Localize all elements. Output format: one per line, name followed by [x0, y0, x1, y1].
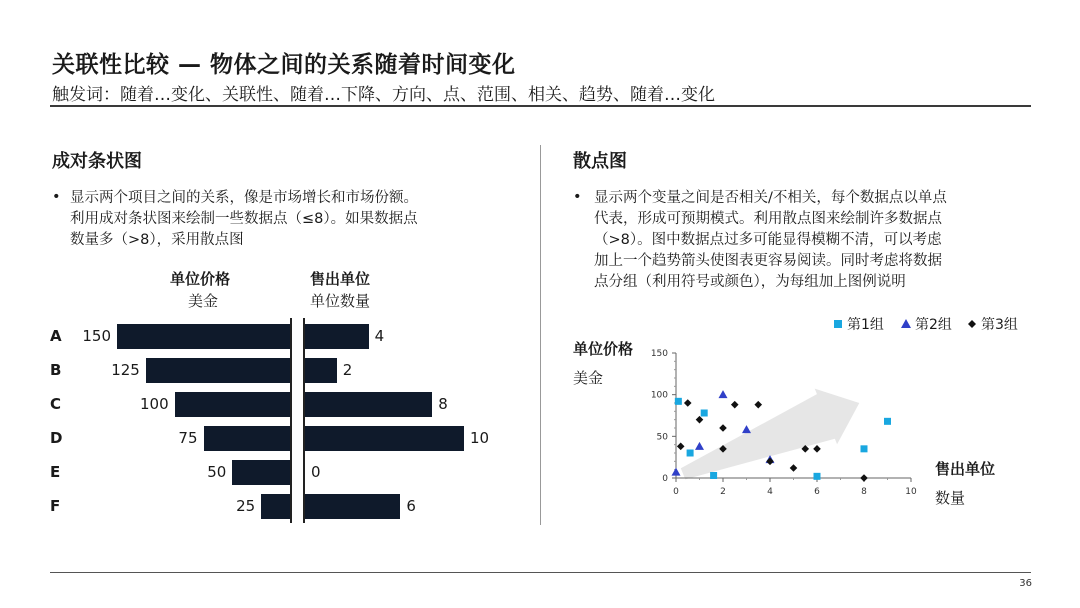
x-tick-label: 10	[905, 487, 917, 497]
bar-right-column-unit: 单位数量	[310, 292, 371, 310]
scatter-x-axis-title: 售出单位	[935, 460, 996, 478]
trend-arrow	[681, 389, 859, 480]
group3-point	[766, 458, 774, 466]
footer-rule	[50, 572, 1031, 573]
group2-point	[695, 442, 704, 450]
group2-point	[742, 425, 751, 433]
scatter-y-axis-unit: 美金	[573, 369, 604, 387]
bar-category-label: A	[50, 327, 62, 345]
legend-label: 第3组	[981, 317, 1018, 333]
y-tick-label: 50	[656, 432, 668, 443]
header-rule	[50, 105, 1031, 107]
units-bar	[305, 392, 432, 417]
group1-point	[814, 473, 821, 480]
group3-point	[754, 401, 762, 409]
scatter-y-axis-title: 单位价格	[573, 340, 634, 358]
price-value-label: 75	[178, 429, 198, 447]
group2-point	[719, 390, 728, 398]
legend-label: 第1组	[847, 317, 884, 333]
left-bullet-text	[70, 188, 530, 251]
group1-point	[701, 410, 708, 417]
price-value-label: 50	[207, 463, 227, 481]
units-value-label: 6	[406, 497, 416, 515]
right-bullet-line: 显示两个变量之间是否相关/不相关，每个数据点以单点	[594, 190, 947, 206]
group3-point	[684, 399, 692, 407]
units-bar	[305, 324, 369, 349]
units-value-label: 8	[438, 395, 448, 413]
x-tick-label: 2	[720, 487, 726, 497]
price-value-label: 100	[140, 395, 169, 413]
bar-left-column-title: 单位价格	[170, 270, 231, 288]
group2-point	[672, 468, 681, 476]
legend-diamond-icon	[968, 320, 976, 328]
group3-point	[731, 401, 739, 409]
left-bullet-dot: •	[52, 189, 61, 205]
x-tick-label: 0	[673, 487, 679, 497]
x-tick-label: 8	[861, 487, 867, 497]
legend-square-icon	[834, 320, 842, 328]
left-bullet-line: 利用成对条状图来绘制一些数据点（≤8）。如果数据点	[70, 211, 418, 227]
group1-point	[861, 445, 868, 452]
price-value-label: 125	[111, 361, 140, 379]
page-number: 36	[1019, 578, 1032, 589]
bar-category-label: E	[50, 463, 61, 481]
group1-point	[687, 450, 694, 457]
bar-left-axis	[290, 318, 292, 523]
group1-point	[884, 418, 891, 425]
units-value-label: 10	[470, 429, 490, 447]
units-value-label: 4	[374, 327, 385, 345]
scatter-chart	[600, 310, 1040, 510]
right-bullet-line: 点分组（利用符号或颜色），为每组加上图例说明	[594, 274, 906, 290]
legend-label: 第2组	[915, 317, 952, 333]
price-bar	[261, 494, 290, 519]
price-bar	[117, 324, 290, 349]
y-tick-label: 150	[650, 349, 668, 359]
price-value-label: 25	[236, 497, 256, 515]
group1-point	[710, 472, 717, 479]
price-bar	[146, 358, 290, 383]
group1-point	[675, 398, 682, 405]
right-bullet-dot: •	[573, 189, 582, 205]
group3-point	[696, 416, 704, 424]
price-bar	[204, 426, 291, 451]
section-divider	[540, 145, 541, 525]
units-value-label: 2	[342, 361, 353, 379]
left-bullet-line: 显示两个项目之间的关系，像是市场增长和市场份额。	[70, 190, 418, 206]
units-bar	[305, 358, 337, 383]
y-tick-label: 0	[662, 474, 668, 484]
bar-category-label: D	[50, 429, 63, 447]
left-bullet-line: 数量多（>8），采用散点图	[70, 232, 244, 248]
price-bar	[175, 392, 290, 417]
bar-right-column-title: 售出单位	[310, 270, 371, 288]
x-tick-label: 4	[767, 487, 773, 497]
left-section-heading: 成对条状图	[52, 151, 142, 172]
right-section-heading: 散点图	[573, 151, 627, 172]
x-tick-label: 6	[814, 487, 820, 497]
bar-category-label: B	[50, 361, 62, 379]
group3-point	[719, 424, 727, 432]
y-tick-label: 100	[650, 390, 668, 401]
right-bullet-text	[594, 188, 1034, 293]
group3-point	[813, 445, 821, 453]
legend-triangle-icon	[901, 319, 911, 328]
right-bullet-line: 代表，形成可预期模式。利用散点图来绘制许多数据点	[594, 211, 942, 227]
page-subtitle: 触发词：随着…变化、关联性、随着…下降、方向、点、范围、相关、趋势、随着…变化	[52, 85, 715, 105]
right-bullet-line: （>8）。图中数据点过多可能显得模糊不清，可以考虑	[594, 232, 942, 248]
units-value-label: 0	[311, 463, 321, 481]
price-bar	[232, 460, 290, 485]
bar-category-label: F	[50, 497, 61, 515]
units-bar	[305, 426, 464, 451]
group3-point	[790, 464, 798, 472]
bar-left-column-unit: 美金	[188, 292, 219, 310]
bar-category-label: C	[50, 395, 62, 413]
units-bar	[305, 494, 400, 519]
right-bullet-line: 加上一个趋势箭头使图表更容易阅读。同时考虑将数据	[594, 253, 942, 269]
group3-point	[860, 474, 868, 482]
page-title: 关联性比较 — 物体之间的关系随着时间变化	[52, 52, 516, 78]
scatter-x-axis-unit: 数量	[935, 489, 966, 507]
price-value-label: 150	[82, 327, 111, 345]
group3-point	[677, 443, 685, 451]
